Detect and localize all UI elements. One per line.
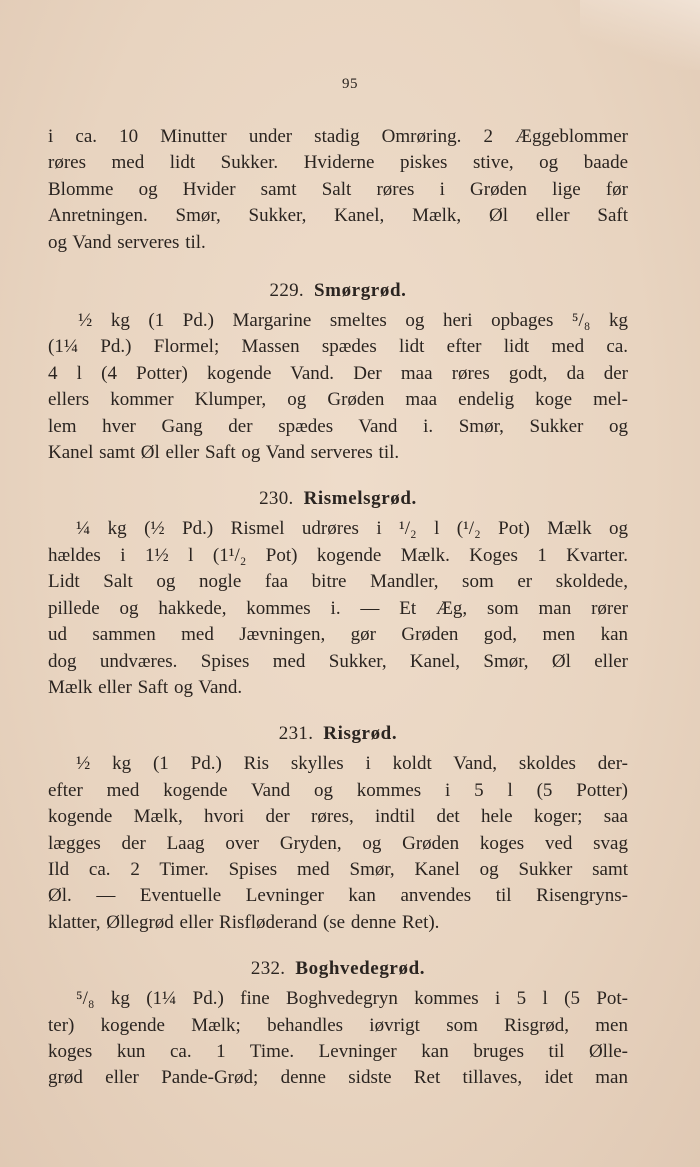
page-corner-shading: [580, 0, 700, 70]
recipe-heading-231: [48, 723, 628, 745]
text-line: dog undværes. Spises med Sukker, Kanel, Smør, Øl eller: [48, 650, 628, 672]
text-line: i ca. 10 Minutter under stadig Omrøring. 2 Æggeblommer: [48, 126, 628, 147]
recipe-body-232: [48, 986, 628, 1092]
text-line: Ild ca. 2 Timer. Spises med Smør, Kanel og Sukker samt: [48, 858, 628, 880]
recipe-body-230: [48, 516, 628, 701]
text-line: Mælk eller Saft og Vand.: [48, 676, 243, 698]
recipe-number: 229.: [269, 280, 304, 302]
text-line: lem hver Gang der spædes Vand i. Smør, Sukker og: [48, 415, 628, 437]
text-line: grød eller Pande-Grød; denne sidste Ret tillaves, idet man: [48, 1067, 628, 1089]
recipe-title: Boghvedegrød.: [295, 958, 426, 980]
text-line: Anretningen. Smør, Sukker, Kanel, Mælk, Øl eller Saft: [48, 205, 628, 227]
recipe-heading-232: [48, 958, 628, 980]
recipe-title: Rismelsgrød.: [303, 488, 417, 510]
text-line: ter) kogende Mælk; behandles iøvrigt som Risgrød, men: [48, 1014, 628, 1036]
text-line: pillede og hakkede, kommes i. — Et Æg, som man rører: [48, 597, 628, 619]
recipe-number: 231.: [278, 723, 314, 745]
text-line: lægges der Laag over Gryden, og Grøden koges ved svag: [48, 832, 628, 854]
text-line: Lidt Salt og nogle faa bitre Mandler, som er skoldede,: [48, 571, 628, 593]
text-line: 4 l (4 Potter) kogende Vand. Der maa røres godt, da der: [48, 362, 628, 384]
recipe-title: Risgrød.: [323, 723, 398, 745]
text-line: ⁵/₈ kg (1¼ Pd.) fine Boghvedegryn kommes i 5 l (5 Pot-: [76, 988, 628, 1010]
text-line: hældes i 1½ l (1¹/₂ Pot) kogende Mælk. Koges 1 Kvarter.: [48, 544, 628, 566]
text-line: Kanel samt Øl eller Saft og Vand serveres til.: [48, 442, 400, 464]
intro-paragraph: [48, 124, 628, 256]
text-line: koges kun ca. 1 Time. Levninger kan bruges til Ølle-: [48, 1040, 628, 1062]
text-line: og Vand serveres til.: [48, 231, 206, 253]
text-line: ellers kommer Klumper, og Grøden maa endelig koge mel-: [48, 389, 628, 411]
recipe-number: 230.: [259, 488, 294, 510]
recipe-heading-230: [48, 488, 628, 510]
text-line: ud sammen med Jævningen, gør Grøden god, men kan: [48, 624, 628, 646]
text-line: ¼ kg (½ Pd.) Rismel udrøres i ¹/₂ l (¹/₂ Pot) Mælk og: [76, 518, 628, 540]
recipe-body-231: [48, 751, 628, 936]
text-line: kogende Mælk, hvori der røres, indtil det hele koger; saa: [48, 806, 628, 828]
text-line: ½ kg (1 Pd.) Ris skylles i koldt Vand, skoldes der-: [76, 753, 628, 775]
text-line: ½ kg (1 Pd.) Margarine smeltes og heri opbages ⁵/₈ kg: [78, 310, 628, 332]
text-line: Blomme og Hvider samt Salt røres i Grøden lige før: [48, 178, 628, 200]
text-line: klatter, Øllegrød eller Risfløderand (se denne Ret).: [48, 911, 440, 933]
page-content: [48, 124, 628, 1092]
text-line: (1¼ Pd.) Flormel; Massen spædes lidt efter lidt med ca.: [48, 336, 628, 358]
text-line: røres med lidt Sukker. Hviderne piskes stive, og baade: [48, 152, 628, 174]
text-line: Øl. — Eventuelle Levninger kan anvendes til Risengryns-: [48, 885, 628, 907]
page-number: 95: [342, 76, 358, 92]
recipe-title: Smørgrød.: [313, 280, 407, 302]
text-line: efter med kogende Vand og kommes i 5 l (5 Potter): [48, 779, 628, 801]
recipe-number: 232.: [250, 958, 286, 980]
recipe-heading-229: [48, 280, 628, 302]
recipe-body-229: [48, 308, 628, 466]
